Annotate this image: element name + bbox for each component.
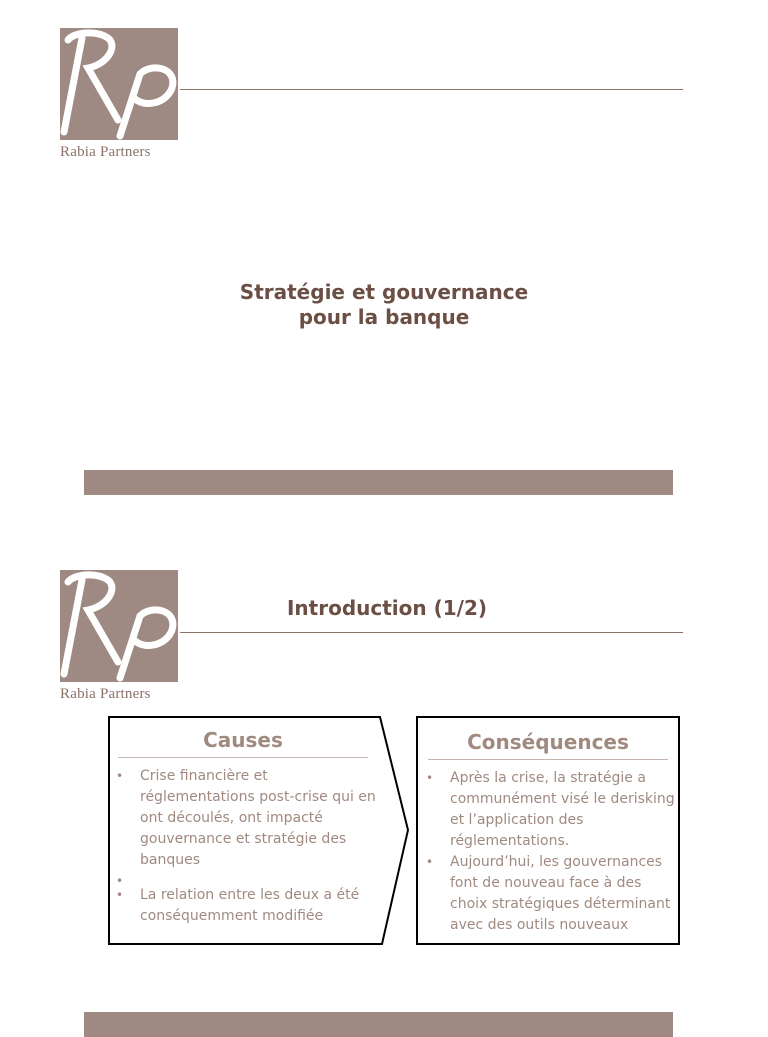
slide-title [0,280,768,330]
footer-band [84,470,673,495]
list-spacer [108,871,378,885]
causes-list [108,766,378,927]
logo [60,28,180,161]
title-line-2: pour la banque [298,305,470,329]
list-item: • La relation entre les deux a été conséquemment modifiée [108,885,378,927]
list-item: • Aujourd’hui, les gouvernances font de nouveau face à des choix stratégiques déterminant avec des outils nouveaux [418,852,678,936]
slide-2-title: Introduction (1/2) [286,596,488,620]
causes-box [108,716,410,945]
title-line-1: Stratégie et gouvernance [239,280,529,304]
logo-monogram [60,28,178,140]
brand-name: Rabia Partners [60,686,151,702]
consequences-box [416,716,680,945]
brand-name: Rabia Partners [60,144,151,160]
logo [60,570,180,703]
consequences-divider [428,759,668,760]
causes-divider [118,757,368,758]
causes-heading: Causes [203,728,283,752]
logo-monogram [60,570,178,682]
consequences-heading: Conséquences [467,730,629,754]
header-rule [180,632,683,633]
list-item: • Crise financière et réglementations post-crise qui en ont découlés, ont impacté gouvernance et stratégie des banques [108,766,378,871]
consequences-list [418,768,678,936]
header-rule [180,89,683,90]
footer-band [84,1012,673,1037]
list-item: • Après la crise, la stratégie a communément visé le derisking et l’application des réglementations. [418,768,678,852]
